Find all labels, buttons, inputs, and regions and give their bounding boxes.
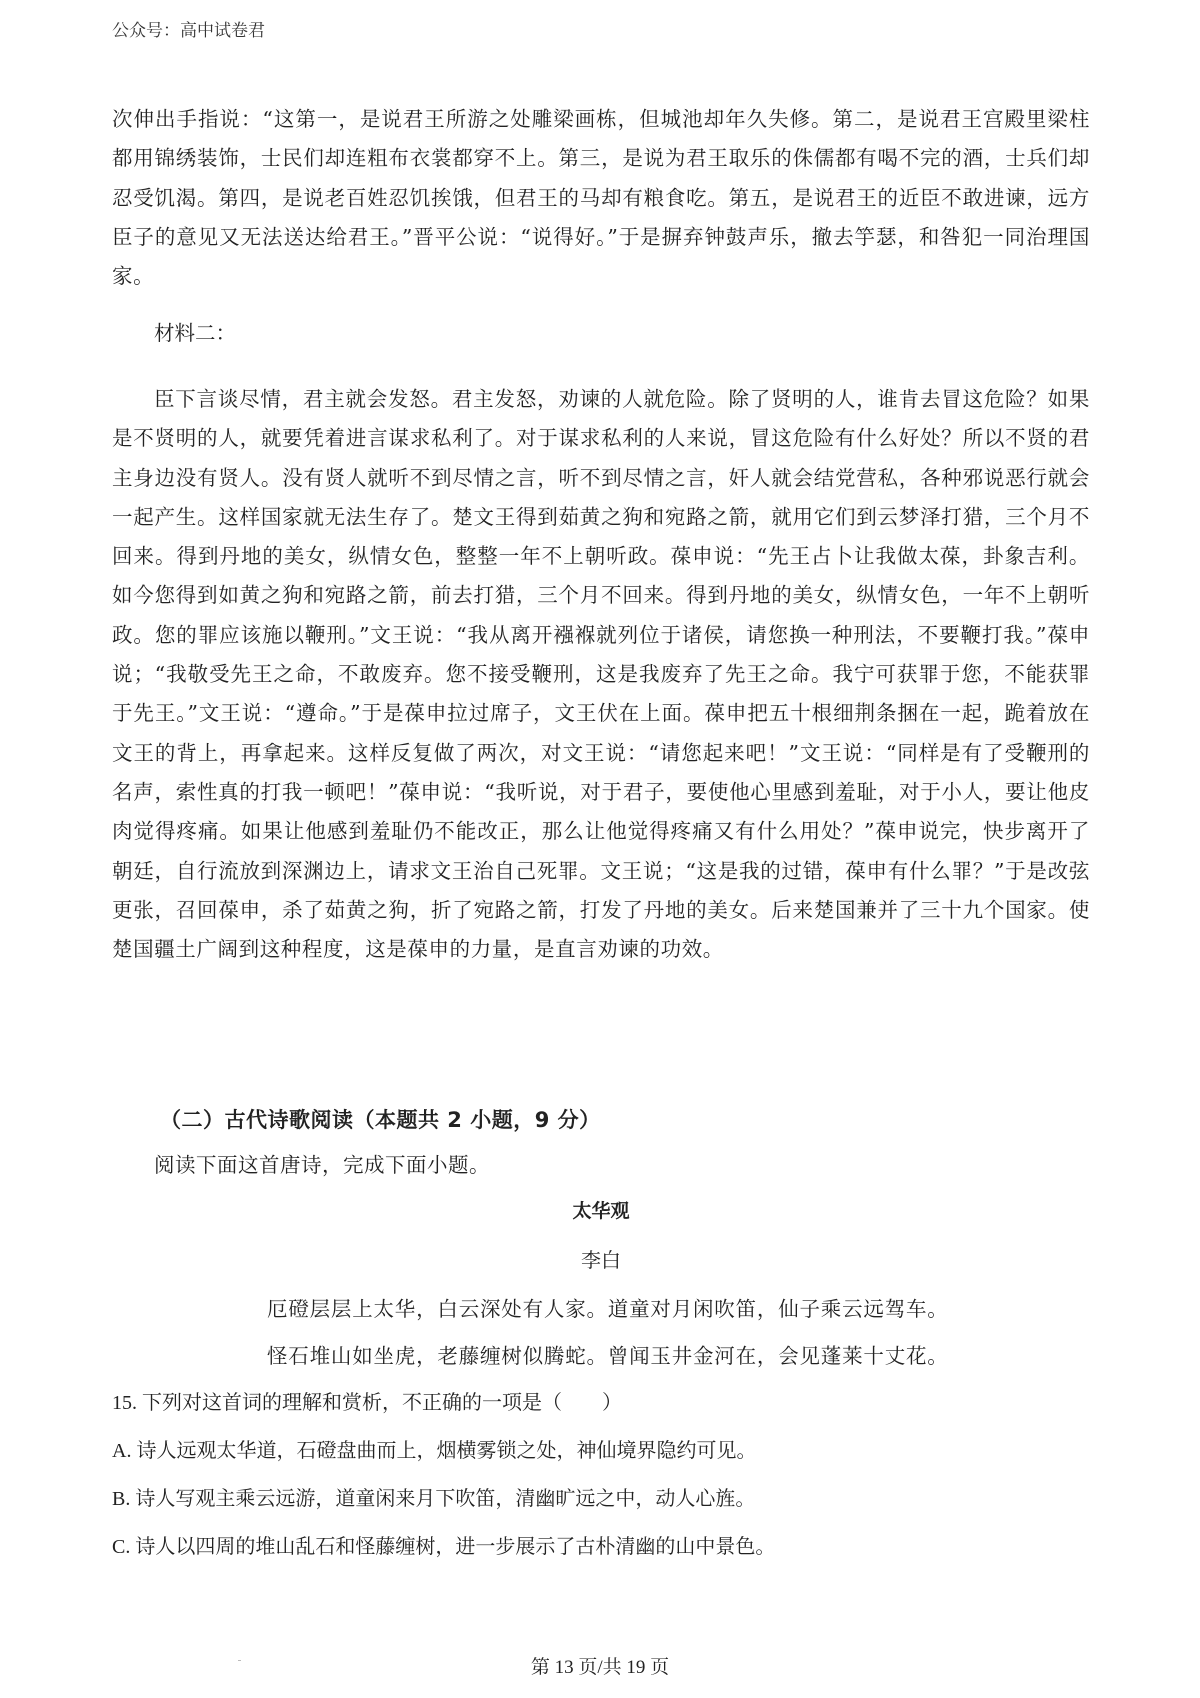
option-c: C. 诗人以四周的堆山乱石和怪藤缠树，进一步展示了古朴清幽的山中景色。 [112,1536,776,1558]
option-b: B. 诗人写观主乘云远游，道童闲来月下吹笛，清幽旷远之中，动人心旌。 [112,1488,756,1510]
question-stem: 15. 下列对这首词的理解和赏析，不正确的一项是（ ） [112,1392,622,1414]
poem-title: 太华观 [572,1200,630,1222]
option-a: A. 诗人远观太华道，石磴盘曲而上，烟横雾锁之处，神仙境界隐约可见。 [112,1440,757,1462]
material-two-label: 材料二： [154,321,236,345]
page-number: 第 13 页/共 19 页 [530,1657,670,1678]
poem-line-1: 厄磴层层上太华，白云深处有人家。道童对月闲吹笛，仙子乘云远驾车。 [267,1297,949,1321]
section-instruction: 阅读下面这首唐诗，完成下面小题。 [154,1153,490,1177]
material-two-text: 臣下言谈尽情，君主就会发怒。君主发怒，劝谏的人就危险。除了贤明的人，谁肯去冒这危险？如果是不贤明的人，就要凭着进言谋求私利了。对于谋求私利的人来说，冒这危险有什么好处？所以不贤的君主身边没有贤人。没有贤人就听不到尽情之言，听不到尽情之言，奸人就会结党营私，各种邪说恶行就会一起产生。这样国家就无法生存了。楚文王得到茹黄之狗和宛路之箭，就用它们到云梦泽打猎，三个月不回来。得到丹地的美女，纵情女色，整整一年不上朝听政。葆申说：“先王占卜让我做太葆，卦象吉利。如今您得到如黄之狗和宛路之箭，前去打猎，三个月不回来。得到丹地的美女，纵情女色，一年不上朝听政。您的罪应该施以鞭刑。”文王说：“我从离开襁褓就列位于诸侯，请您换一种刑法，不要鞭打我。”葆申说；“我敬受先王之命，不敢废弃。您不接受鞭刑，这是我废弃了先王之命。我宁可获罪于您，不能获罪于先王。”文王说：“遵命。”于是葆申拉过席子，文王伏在上面。葆申把五十根细荆条捆在一起，跪着放在文王的背上，再拿起来。这样反复做了两次，对文王说：“请您起来吧！”文王说：“同样是有了受鞭刑的名声，索性真的打我一顿吧！”葆申说：“我听说，对于君子，要使他心里感到羞耻，对于小人，要让他皮肉觉得疼痛。如果让他感到羞耻仍不能改正，那么让他觉得疼痛又有什么用处？”葆申说完，快步离开了朝廷，自行流放到深渊边上，请求文王治自己死罪。文王说；“这是我的过错，葆申有什么罪？”于是改弦更张，召回葆申，杀了茹黄之狗，折了宛路之箭，打发了丹地的美女。后来楚国兼并了三十九个国家。使楚国疆土广阔到这种程度，这是葆申的力量，是直言劝谏的功效。 [112,387,1090,962]
passage-one-text: 次伸出手指说：“这第一，是说君王所游之处雕梁画栋，但城池却年久失修。第二，是说君王宫殿里梁柱都用锦绣装饰，士民们却连粗布衣裳都穿不上。第三，是说为君王取乐的侏儒都有喝不完的酒，士兵们却忍受饥渴。第四，是说老百姓忍饥挨饿，但君王的马却有粮食吃。第五，是说君王的近臣不敢进谏，远方臣子的意见又无法送达给君王。”晋平公说：“说得好。”于是摒弃钟鼓声乐，撤去竽瑟，和咎犯一同治理国家。 [112,107,1090,289]
header-source-label: 公众号：高中试卷君 [112,21,265,41]
poem-line-2: 怪石堆山如坐虎，老藤缠树似腾蛇。曾闻玉井金河在，会见蓬莱十丈花。 [267,1344,949,1368]
poem-author: 李白 [581,1248,621,1272]
section-heading: （二）古代诗歌阅读（本题共 2 小题，9 分） [160,1108,601,1132]
